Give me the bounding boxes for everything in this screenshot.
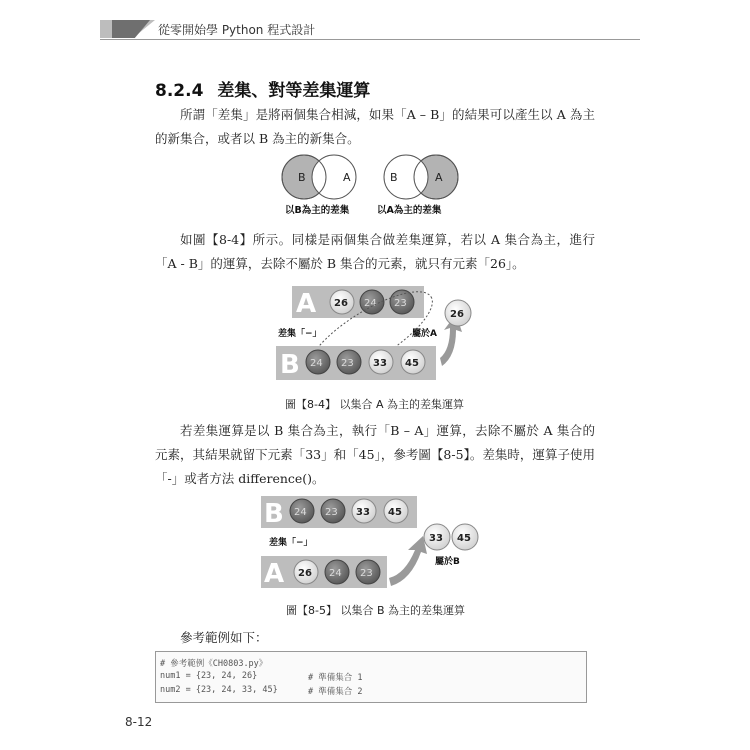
svg-text:26: 26	[450, 309, 464, 320]
fig4-result-label: 屬於A	[412, 329, 437, 339]
book-title: 從零開始學 Python 程式設計	[158, 23, 316, 37]
fig5-b-ball-45	[384, 499, 408, 523]
fig5-b-ball-33	[352, 499, 376, 523]
page-number: 8-12	[125, 715, 153, 729]
venn-right-a-letter: A	[435, 171, 443, 184]
fig5-a-ball-26	[294, 560, 318, 584]
code-line-3: num2 = {23, 24, 33, 45}	[160, 685, 278, 695]
fig4-b-ball-23	[337, 350, 361, 374]
svg-text:23: 23	[341, 358, 354, 369]
svg-text:24: 24	[294, 507, 307, 518]
svg-text:24: 24	[310, 358, 323, 369]
svg-text:24: 24	[329, 568, 342, 579]
fig5-arrow	[389, 536, 427, 586]
fig5-b-ball-23	[321, 499, 345, 523]
paragraph-intro: 所謂「差集」是將兩個集合相減，如果「A – B」的結果可以產生以 A 為主的新集合，或者以 B 為主的新集合。	[155, 107, 595, 146]
svg-text:24: 24	[364, 298, 377, 309]
fig5-b-letter: B	[264, 499, 284, 529]
venn-diagrams	[280, 150, 470, 222]
svg-text:45: 45	[388, 507, 402, 518]
section-number: 8.2.4	[155, 81, 204, 101]
svg-text:45: 45	[405, 358, 419, 369]
paragraph-example-intro: 參考範例如下：	[180, 630, 268, 645]
fig4-b-letter: B	[280, 350, 300, 380]
venn-left-b-letter: B	[298, 171, 306, 184]
fig4-b-ball-33	[369, 350, 393, 374]
code-comment-2: # 準備集合 1	[308, 673, 363, 683]
running-header	[100, 20, 640, 40]
header-rule	[100, 39, 640, 40]
section-title-text: 差集、對等差集運算	[217, 81, 371, 101]
svg-text:23: 23	[360, 568, 373, 579]
fig5-result-ball-45	[452, 524, 478, 550]
paragraph-figure5-desc: 若差集運算是以 B 集合為主，執行「B – A」運算，去除不屬於 A 集合的元素，其結果就留下元素「33」和「45」，參考圖【8-5】。差集時，運算子使用「-」或者方法 difference()。	[155, 423, 595, 486]
fig4-a-ball-26	[330, 290, 354, 314]
fig4-b-ball-24	[306, 350, 330, 374]
fig5-result-ball-33	[424, 524, 450, 550]
fig4-result-ball-26	[445, 300, 471, 326]
paragraph-figure4-desc: 如圖【8-4】所示。同樣是兩個集合做差集運算，若以 A 集合為主，進行「A - B」的運算，去除不屬於 B 集合的元素，就只有元素「26」。	[155, 232, 595, 271]
fig5-b-ball-24	[290, 499, 314, 523]
fig5-result-label: 屬於B	[435, 557, 460, 567]
fig5-op-label: 差集「−」	[269, 538, 313, 548]
code-line-2: num1 = {23, 24, 26}	[160, 671, 258, 681]
svg-text:33: 33	[429, 533, 443, 544]
venn-left-caption: 以B為主的差集	[285, 205, 350, 216]
svg-text:33: 33	[373, 358, 387, 369]
venn-right	[377, 155, 458, 216]
venn-right-b-letter: B	[390, 171, 398, 184]
fig5-a-letter: A	[264, 559, 285, 589]
svg-text:26: 26	[298, 568, 312, 579]
fig4-b-ball-45	[401, 350, 425, 374]
venn-right-caption: 以A為主的差集	[377, 205, 442, 216]
code-comment-3: # 準備集合 2	[308, 687, 363, 697]
figure5-caption: 圖【8-5】 以集合 B 為主的差集運算	[286, 604, 466, 617]
fig4-a-ball-24	[360, 290, 384, 314]
fig4-op-label: 差集「−」	[278, 329, 322, 339]
figure-8-5	[255, 494, 495, 594]
svg-text:23: 23	[325, 507, 338, 518]
fig4-a-ball-23	[390, 290, 414, 314]
header-band-dark	[112, 20, 150, 38]
code-line-1: # 參考範例《CH0803.py》	[160, 659, 268, 669]
fig4-a-letter: A	[296, 289, 317, 319]
section-heading	[155, 76, 370, 101]
venn-left-a-letter: A	[343, 171, 351, 184]
code-listing	[155, 651, 587, 703]
svg-text:23: 23	[394, 298, 407, 309]
figure4-caption: 圖【8-4】 以集合 A 為主的差集運算	[285, 398, 464, 411]
svg-text:26: 26	[334, 298, 348, 309]
fig5-a-ball-23	[356, 560, 380, 584]
svg-text:45: 45	[457, 533, 471, 544]
svg-text:33: 33	[356, 507, 370, 518]
figure-8-4	[270, 280, 490, 390]
fig5-a-ball-24	[325, 560, 349, 584]
venn-left	[282, 155, 356, 216]
